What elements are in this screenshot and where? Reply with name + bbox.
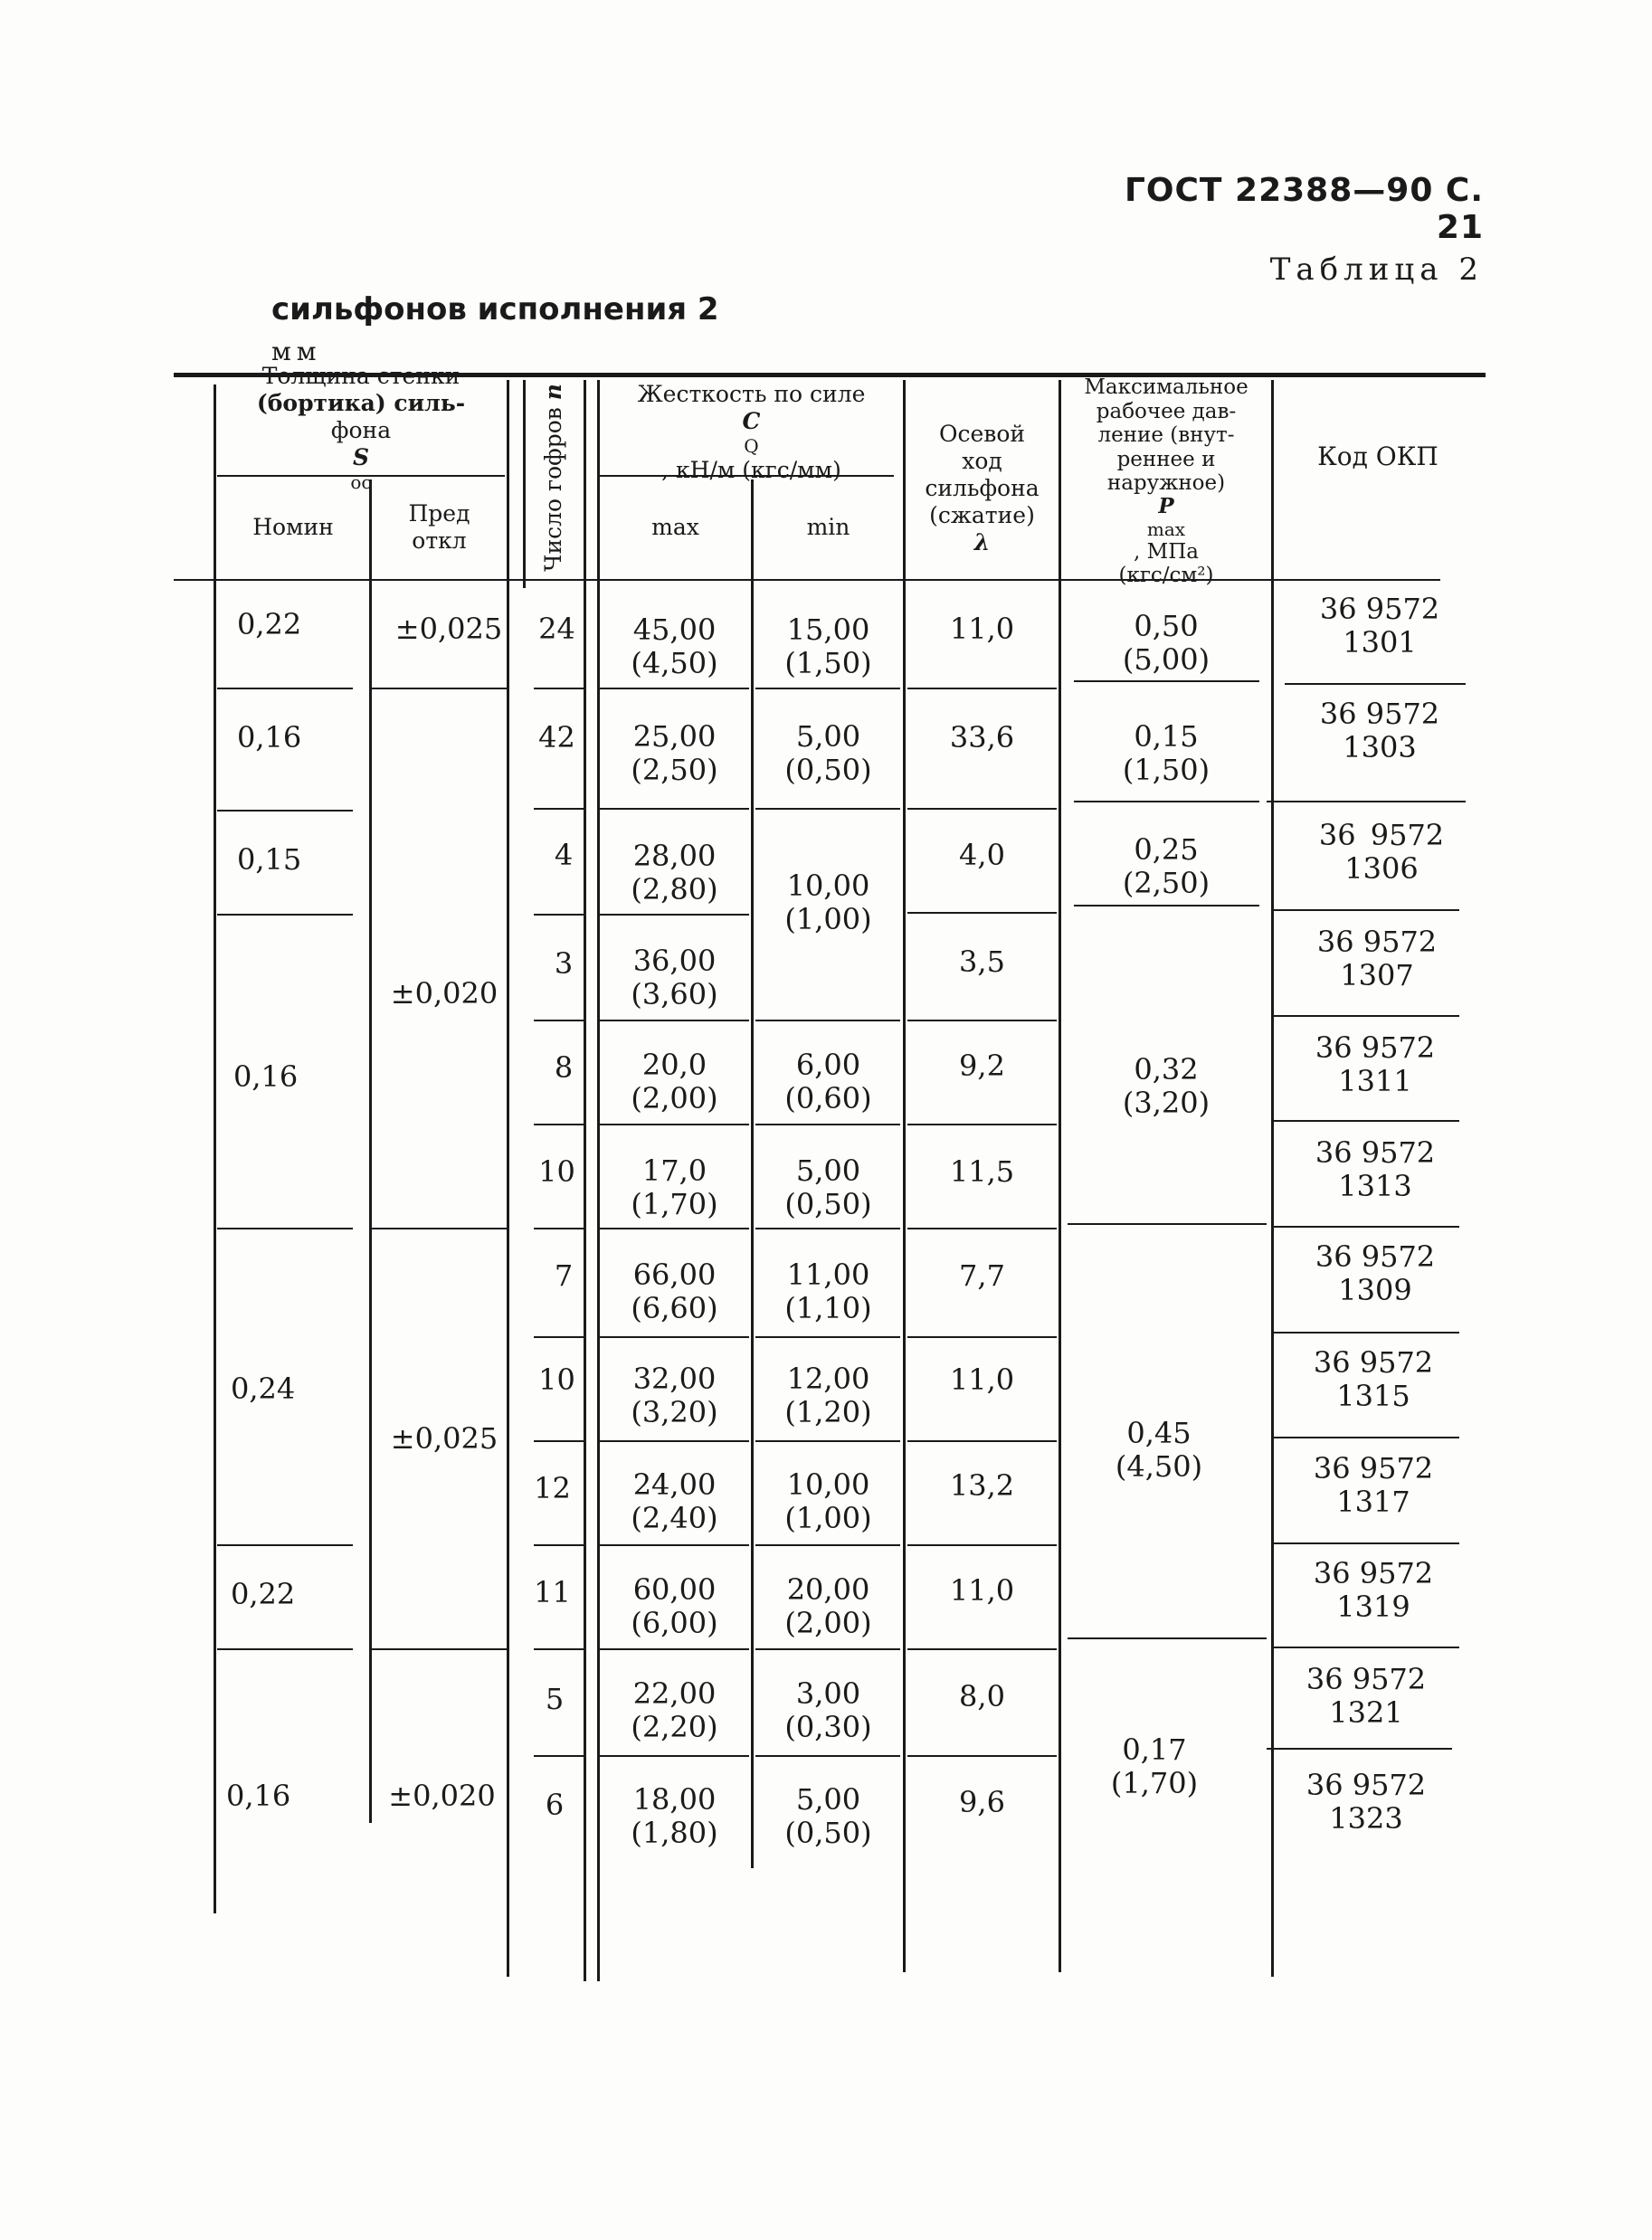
nominal-cell: 0,15 (237, 841, 302, 877)
cmax-cell: 24,00 (2,40) (631, 1466, 718, 1535)
cmax-cell: 32,00 (3,20) (631, 1361, 718, 1429)
cmin-cell: 15,00 (1,50) (784, 612, 872, 680)
nominal-cell: 0,22 (231, 1576, 296, 1611)
corrugations-cell: 5 (545, 1681, 565, 1716)
nominal-cell: 0,16 (226, 1778, 291, 1813)
header-okp: Код ОКП (1317, 441, 1438, 472)
pressure-cell: 0,32 (3,20) (1122, 1051, 1211, 1120)
cmin-cell: 10,00 (1,00) (784, 1466, 872, 1535)
page-header: ГОСТ 22388—90 С. 21 (1124, 172, 1484, 246)
pressure-cell: 0,50 (5,00) (1122, 608, 1211, 677)
corrugations-cell: 7 (554, 1258, 574, 1293)
nominal-cell: 0,24 (231, 1371, 296, 1406)
corrugations-cell: 10 (538, 1153, 575, 1189)
stroke-cell: 11,0 (949, 1572, 1015, 1608)
header-stroke: Осевой ход сильфона (сжатие) λ (925, 421, 1040, 555)
deviation-cell: ±0,025 (390, 1420, 498, 1456)
stroke-cell: 8,0 (959, 1678, 1005, 1713)
okp-cell: 36 9572 1321 (1305, 1662, 1427, 1730)
pressure-cell: 0,15 (1,50) (1122, 718, 1211, 787)
units-label: мм (271, 337, 322, 366)
corrugations-cell: 12 (534, 1470, 571, 1505)
okp-cell: 36 9572 1319 (1313, 1556, 1434, 1624)
okp-cell: 36 9572 1309 (1315, 1239, 1436, 1307)
cmin-cell: 5,00 (0,50) (784, 718, 872, 787)
okp-cell: 36 9572 1306 (1318, 818, 1445, 886)
cmax-cell: 45,00 (4,50) (631, 612, 718, 680)
cmin-cell: 20,00 (2,00) (784, 1571, 872, 1640)
header-deviation: Пред откл (408, 499, 470, 554)
okp-cell: 36 9572 1323 (1305, 1768, 1427, 1836)
table-label: Таблица 2 (1269, 252, 1484, 288)
cmax-cell: 36,00 (3,60) (631, 943, 718, 1011)
cmin-cell-merged: 10,00 (1,00) (784, 868, 872, 936)
corrugations-cell: 10 (538, 1362, 575, 1397)
okp-cell: 36 9572 1303 (1319, 697, 1440, 764)
table-title: сильфонов исполнения 2 (271, 291, 719, 327)
stroke-cell: 11,5 (949, 1153, 1015, 1189)
corrugations-cell: 11 (534, 1574, 571, 1609)
header-corrugations: Число гофров n (539, 384, 566, 572)
cmax-cell: 66,00 (6,60) (631, 1257, 718, 1325)
cmin-cell: 6,00 (0,60) (784, 1047, 872, 1115)
cmin-cell: 11,00 (1,10) (784, 1257, 872, 1325)
stroke-cell: 9,6 (959, 1784, 1005, 1819)
deviation-cell: ±0,020 (388, 1778, 496, 1813)
cmin-cell: 5,00 (0,50) (784, 1153, 872, 1221)
stroke-cell: 4,0 (959, 837, 1005, 872)
nominal-cell: 0,16 (233, 1058, 299, 1094)
header-min: min (806, 513, 850, 540)
corrugations-cell: 4 (554, 837, 574, 872)
header-thickness: Толщина стенки (бортика) силь- фона S ос (256, 362, 466, 493)
cmin-cell: 12,00 (1,20) (784, 1361, 872, 1429)
cmax-cell: 25,00 (2,50) (631, 718, 718, 787)
header-max: max (651, 513, 699, 540)
corrugations-cell: 8 (554, 1049, 574, 1085)
corrugations-cell: 24 (538, 611, 575, 646)
corrugations-cell: 6 (545, 1787, 565, 1822)
stroke-cell: 7,7 (959, 1258, 1005, 1293)
stroke-cell: 11,0 (949, 611, 1015, 646)
header-stiffness: Жесткость по силе C Q , кН/м (кгс/мм) (637, 380, 866, 483)
deviation-cell: ±0,020 (390, 975, 498, 1011)
cmax-cell: 22,00 (2,20) (631, 1675, 718, 1744)
header-nominal: Номин (252, 513, 334, 540)
cmax-cell: 20,0 (2,00) (631, 1047, 718, 1115)
stroke-cell: 3,5 (959, 944, 1005, 979)
cmax-cell: 18,00 (1,80) (631, 1781, 718, 1850)
pressure-cell: 0,45 (4,50) (1115, 1415, 1203, 1484)
nominal-cell: 0,16 (237, 719, 302, 755)
corrugations-cell: 42 (538, 719, 575, 755)
deviation-cell: ±0,025 (394, 611, 503, 646)
nominal-cell: 0,22 (237, 606, 302, 641)
stroke-cell: 11,0 (949, 1362, 1015, 1397)
cmin-cell: 5,00 (0,50) (784, 1781, 872, 1850)
cmax-cell: 28,00 (2,80) (631, 838, 718, 906)
okp-cell: 36 9572 1315 (1313, 1345, 1434, 1413)
cmin-cell: 3,00 (0,30) (784, 1675, 872, 1744)
okp-cell: 36 9572 1313 (1315, 1135, 1436, 1203)
okp-cell: 36 9572 1317 (1313, 1451, 1434, 1519)
corrugations-cell: 3 (554, 945, 574, 981)
okp-cell: 36 9572 1311 (1315, 1030, 1436, 1098)
okp-cell: 36 9572 1307 (1316, 925, 1438, 992)
cmax-cell: 60,00 (6,00) (631, 1571, 718, 1640)
stroke-cell: 13,2 (949, 1467, 1015, 1503)
cmax-cell: 17,0 (1,70) (631, 1153, 718, 1221)
pressure-cell: 0,17 (1,70) (1110, 1732, 1199, 1800)
stroke-cell: 9,2 (959, 1048, 1005, 1083)
stroke-cell: 33,6 (949, 719, 1015, 755)
okp-cell: 36 9572 1301 (1319, 592, 1440, 660)
header-pressure: Максимальное рабочее дав- ление (внут- реннее и наружное) P max , МПа (кгс/см²) (1084, 375, 1248, 588)
pressure-cell: 0,25 (2,50) (1122, 831, 1211, 900)
